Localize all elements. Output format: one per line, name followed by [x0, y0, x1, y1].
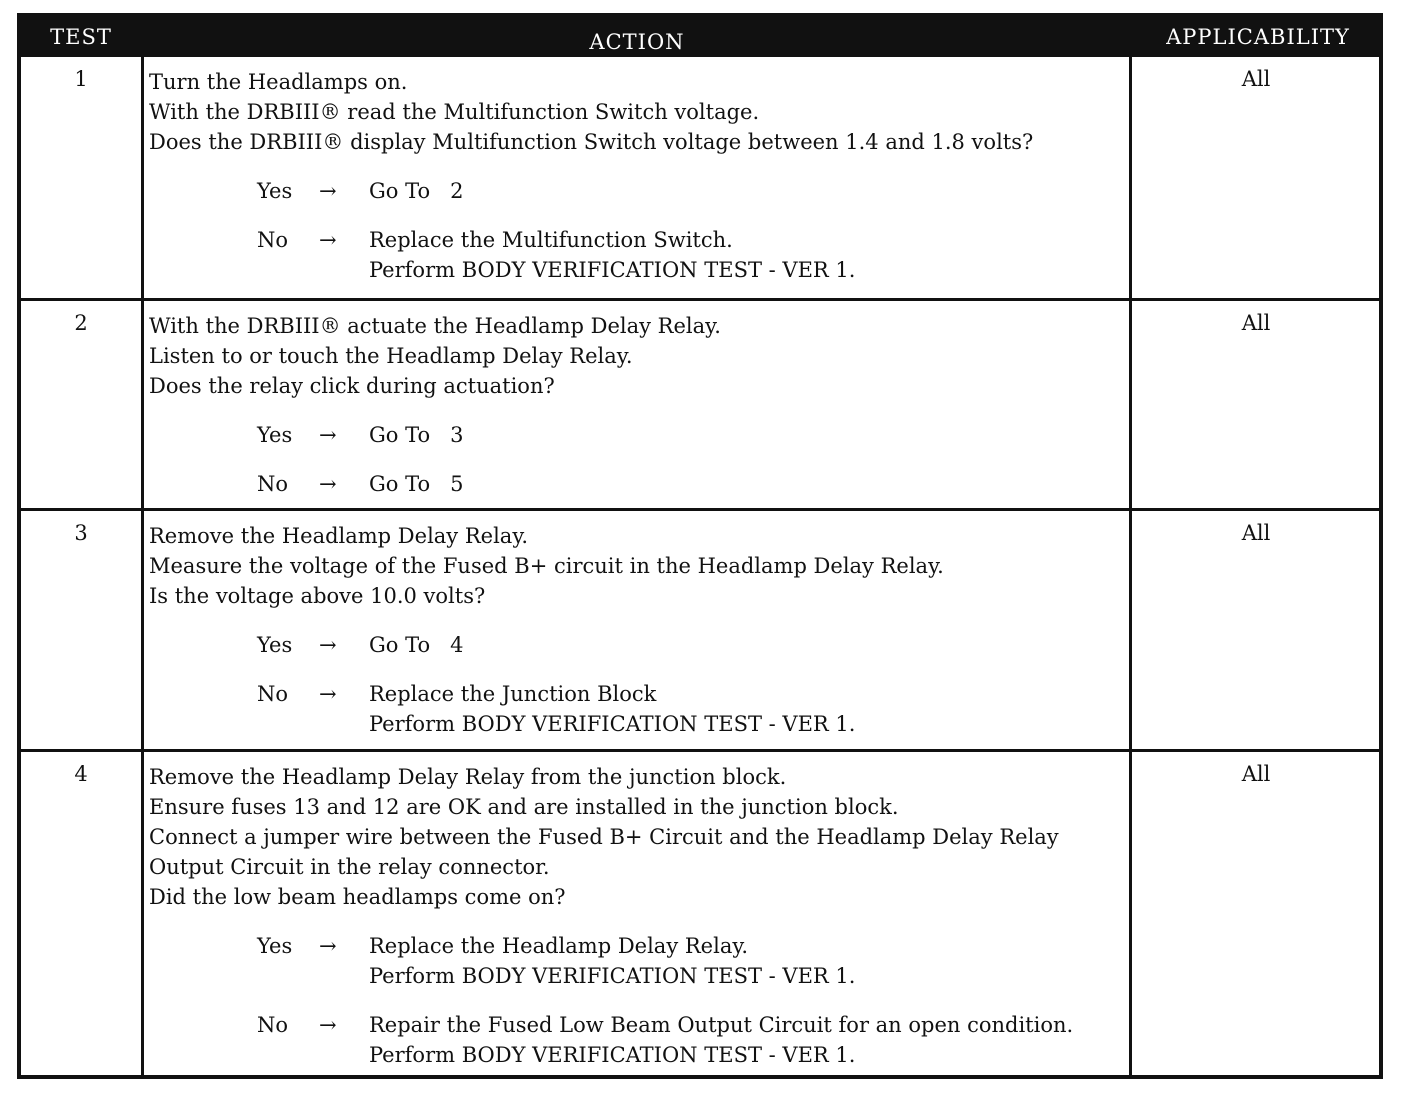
header-applicability: APPLICABILITY	[1166, 25, 1350, 49]
yes-branch	[149, 420, 1125, 450]
no-result: Replace the Junction Block	[369, 682, 657, 706]
no-result: Repair the Fused Low Beam Output Circuit for an open condition.	[369, 1013, 1074, 1037]
yes-result-followup: Perform BODY VERIFICATION TEST - VER 1.	[369, 964, 856, 988]
arrow-right-icon: →	[319, 228, 337, 252]
no-branch	[149, 469, 1125, 499]
action-cell	[149, 762, 1125, 1070]
applicability-value: All	[1241, 521, 1271, 545]
arrow-right-icon: →	[319, 1013, 337, 1037]
yes-result: Go To 4	[369, 633, 464, 657]
no-result-followup: Perform BODY VERIFICATION TEST - VER 1.	[369, 258, 856, 282]
action-line: Turn the Headlamps on.	[149, 70, 408, 94]
no-branch	[149, 1010, 1125, 1070]
action-line: Listen to or touch the Headlamp Delay Relay.	[149, 344, 633, 368]
table-row-test-4	[21, 749, 1379, 1075]
action-line: Connect a jumper wire between the Fused B+ Circuit and the Headlamp Delay Relay	[149, 825, 1059, 849]
yes-branch	[149, 176, 1125, 206]
no-branch	[149, 225, 1125, 285]
action-cell	[149, 67, 1125, 285]
no-result-followup: Perform BODY VERIFICATION TEST - VER 1.	[369, 1043, 856, 1067]
header-action: ACTION	[589, 30, 685, 54]
no-label: No	[257, 228, 289, 252]
action-line: Did the low beam headlamps come on?	[149, 885, 566, 909]
yes-label: Yes	[257, 423, 293, 447]
no-label: No	[257, 472, 289, 496]
applicability-value: All	[1241, 67, 1271, 91]
yes-branch	[149, 931, 1125, 991]
table-row-test-3	[21, 508, 1379, 749]
no-branch	[149, 679, 1125, 739]
arrow-right-icon: →	[319, 682, 337, 706]
action-line: With the DRBIII® actuate the Headlamp Delay Relay.	[149, 314, 721, 338]
table-row-test-2	[21, 298, 1379, 508]
test-number: 2	[74, 311, 88, 335]
table-header	[21, 17, 1379, 57]
action-line: Remove the Headlamp Delay Relay.	[149, 524, 529, 548]
test-number: 4	[74, 762, 88, 786]
header-test: TEST	[50, 25, 112, 49]
test-number: 1	[74, 67, 88, 91]
yes-branch	[149, 630, 1125, 660]
no-result-followup: Perform BODY VERIFICATION TEST - VER 1.	[369, 712, 856, 736]
test-number: 3	[74, 521, 88, 545]
action-line: Is the voltage above 10.0 volts?	[149, 584, 486, 608]
table-row-test-1	[21, 57, 1379, 298]
yes-result: Go To 3	[369, 423, 464, 447]
action-cell	[149, 311, 1125, 499]
yes-result: Replace the Headlamp Delay Relay.	[369, 934, 749, 958]
action-line: Remove the Headlamp Delay Relay from the junction block.	[149, 765, 787, 789]
action-line: Measure the voltage of the Fused B+ circuit in the Headlamp Delay Relay.	[149, 554, 944, 578]
action-line: Ensure fuses 13 and 12 are OK and are installed in the junction block.	[149, 795, 899, 819]
arrow-right-icon: →	[319, 934, 337, 958]
arrow-right-icon: →	[319, 179, 337, 203]
yes-result: Go To 2	[369, 179, 464, 203]
no-label: No	[257, 1013, 289, 1037]
no-label: No	[257, 682, 289, 706]
yes-label: Yes	[257, 633, 293, 657]
diagnostic-table	[17, 13, 1383, 1079]
no-result: Go To 5	[369, 472, 464, 496]
arrow-right-icon: →	[319, 423, 337, 447]
action-line: Does the relay click during actuation?	[149, 374, 555, 398]
action-cell	[149, 521, 1125, 739]
arrow-right-icon: →	[319, 472, 337, 496]
action-line: With the DRBIII® read the Multifunction Switch voltage.	[149, 100, 760, 124]
yes-label: Yes	[257, 934, 293, 958]
action-line: Output Circuit in the relay connector.	[149, 855, 550, 879]
no-result: Replace the Multifunction Switch.	[369, 228, 733, 252]
arrow-right-icon: →	[319, 633, 337, 657]
yes-label: Yes	[257, 179, 293, 203]
applicability-value: All	[1241, 762, 1271, 786]
action-line: Does the DRBIII® display Multifunction Switch voltage between 1.4 and 1.8 volts?	[149, 130, 1034, 154]
applicability-value: All	[1241, 311, 1271, 335]
